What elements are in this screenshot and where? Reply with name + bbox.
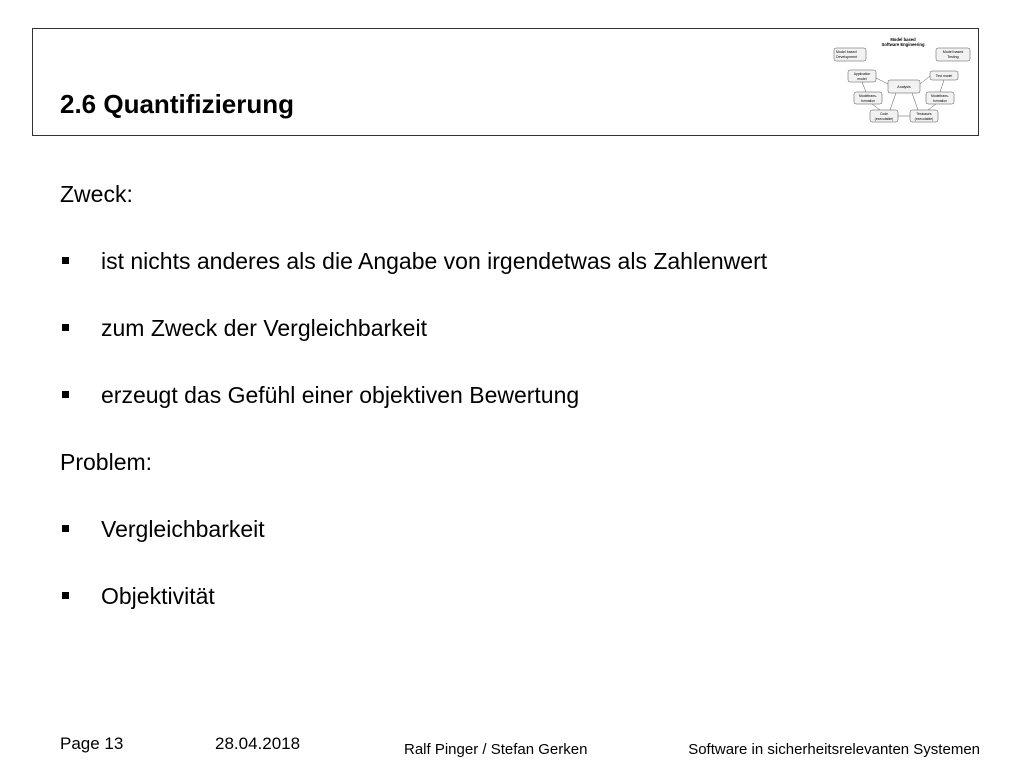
- diagram-title-line1: Model based: [890, 37, 916, 42]
- bullet-item: [60, 511, 980, 547]
- footer-authors: Ralf Pinger / Stefan Gerken: [404, 741, 588, 758]
- node-mt-right-line2: formation: [932, 99, 948, 103]
- diagram-title-line2: Software Engineering: [881, 42, 925, 47]
- node-code-line1: Code: [879, 112, 889, 116]
- node-mbt-line2: Testing: [947, 55, 959, 59]
- bullet-text: zum Zweck der Vergleichbarkeit: [101, 315, 427, 341]
- bullet-text: ist nichts anderes als die Angabe von irgendetwas als Zahlenwert: [101, 248, 768, 274]
- bullet-item: [60, 243, 980, 279]
- bullet-text: Objektivität: [101, 583, 215, 609]
- bullet-item: [60, 310, 980, 346]
- node-code-line2: (executable): [874, 117, 894, 121]
- node-mt-left-line1: Modeltrans-: [859, 94, 877, 98]
- section-label-zweck: Zweck:: [60, 181, 133, 207]
- square-bullet-icon: [62, 257, 69, 264]
- node-tc-line2: (executable): [914, 117, 934, 121]
- square-bullet-icon: [62, 391, 69, 398]
- bullet-item: [60, 377, 980, 413]
- square-bullet-icon: [62, 324, 69, 331]
- bullet-item: [60, 578, 980, 614]
- node-analysis-label: Analysis: [897, 85, 911, 89]
- node-mbd-line1: Model based: [836, 50, 857, 54]
- bullet-text: Vergleichbarkeit: [101, 516, 265, 542]
- node-mbd-line2: Development: [836, 55, 858, 59]
- footer-page-number: Page 13: [60, 734, 124, 753]
- node-mbt-line1: Model based: [942, 50, 964, 54]
- square-bullet-icon: [62, 525, 69, 532]
- bullet-list-problem: [60, 511, 980, 614]
- square-bullet-icon: [62, 592, 69, 599]
- node-test-model-label: Test model: [935, 74, 953, 78]
- node-mt-left-line2: formation: [860, 99, 876, 103]
- node-app-line1: Application: [853, 72, 871, 76]
- section-label-problem: Problem:: [60, 449, 153, 475]
- bullet-list-zweck: [60, 243, 980, 413]
- node-mt-right-line1: Modeltrans-: [931, 94, 949, 98]
- slide-content: [60, 176, 980, 614]
- mbse-diagram: [832, 36, 974, 134]
- footer-course: Software in sicherheitsrelevanten Systemen: [688, 741, 980, 758]
- node-app-line2: model: [857, 77, 867, 81]
- footer-date: 28.04.2018: [215, 734, 301, 753]
- slide-title: 2.6 Quantifizierung: [60, 89, 295, 119]
- bullet-text: erzeugt das Gefühl einer objektiven Bewertung: [101, 382, 580, 408]
- node-tc-line1: Testcases: [916, 112, 932, 116]
